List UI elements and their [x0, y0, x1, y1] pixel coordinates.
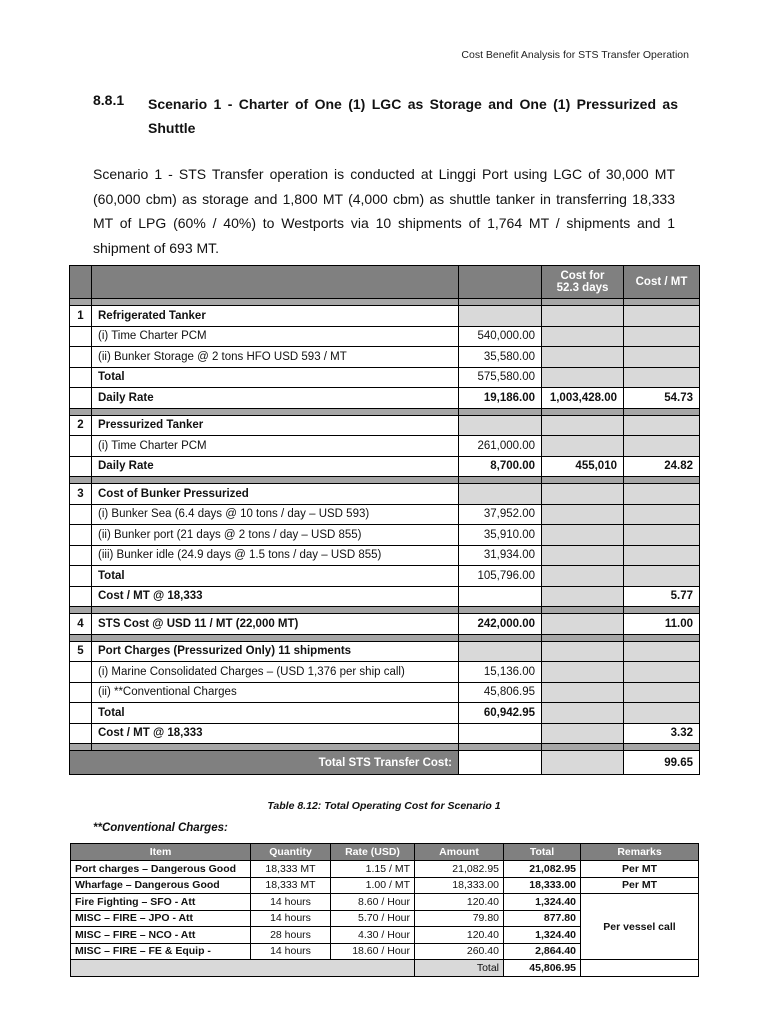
header-remarks: Remarks — [581, 844, 699, 861]
row-number: 2 — [70, 415, 92, 436]
row-cost-days: 455,010 — [542, 456, 624, 477]
header-rate: Rate (USD) — [331, 844, 415, 861]
row-amount: 19,186.00 — [459, 388, 542, 409]
row-label: (i) Time Charter PCM — [92, 436, 459, 457]
row-label: Daily Rate — [92, 456, 459, 477]
row-amount: 242,000.00 — [459, 614, 542, 635]
table-row — [70, 326, 700, 347]
cell-remarks: Per vessel call — [581, 894, 699, 960]
row-cost-mt: 54.73 — [624, 388, 700, 409]
cell-amount: 79.80 — [415, 910, 504, 927]
table-row — [70, 614, 700, 635]
row-number: 1 — [70, 306, 92, 327]
cell-amount: 120.40 — [415, 894, 504, 911]
row-amount: 60,942.95 — [459, 703, 542, 724]
row-cost-mt: 11.00 — [624, 614, 700, 635]
header-cell — [92, 266, 459, 299]
header-quantity: Quantity — [251, 844, 331, 861]
table-row — [70, 525, 700, 546]
row-label: Total — [92, 566, 459, 587]
conventional-charges-heading: **Conventional Charges: — [93, 822, 228, 834]
section-number: 8.8.1 — [93, 92, 125, 108]
row-number: 3 — [70, 484, 92, 505]
row-amount: 37,952.00 — [459, 504, 542, 525]
cell-quantity: 14 hours — [251, 910, 331, 927]
cell-amount: 21,082.95 — [415, 861, 504, 878]
table-row — [70, 545, 700, 566]
table-row — [70, 456, 700, 477]
row-label: Total — [92, 367, 459, 388]
cell-item: MISC – FIRE – JPO - Att — [71, 910, 251, 927]
row-label: Pressurized Tanker — [92, 415, 459, 436]
cell-quantity: 14 hours — [251, 943, 331, 960]
section-title: Scenario 1 - Charter of One (1) LGC as Storage and One (1) Pressurized as Shuttle — [148, 96, 678, 136]
row-amount: 540,000.00 — [459, 326, 542, 347]
table-row — [70, 367, 700, 388]
row-label: Total — [92, 703, 459, 724]
cell-total: 1,324.40 — [504, 927, 581, 944]
table-row — [70, 723, 700, 744]
row-amount: 31,934.00 — [459, 545, 542, 566]
cell-quantity: 18,333 MT — [251, 861, 331, 878]
cell-quantity: 18,333 MT — [251, 877, 331, 894]
cell-item: MISC – FIRE – FE & Equip - — [71, 943, 251, 960]
row-label: (ii) Bunker Storage @ 2 tons HFO USD 593 / MT — [92, 347, 459, 368]
cell-total: 1,324.40 — [504, 894, 581, 911]
row-label: (iii) Bunker idle (24.9 days @ 1.5 tons / day – USD 855) — [92, 545, 459, 566]
row-cost-days: 1,003,428.00 — [542, 388, 624, 409]
header-item: Item — [71, 844, 251, 861]
cell-amount: 18,333.00 — [415, 877, 504, 894]
cell-rate: 1.15 / MT — [331, 861, 415, 878]
row-number: 5 — [70, 641, 92, 662]
row-amount: 575,580.00 — [459, 367, 542, 388]
header-amount: Amount — [415, 844, 504, 861]
row-amount: 35,910.00 — [459, 525, 542, 546]
header-cost-mt: Cost / MT — [624, 266, 700, 299]
row-label: (i) Marine Consolidated Charges – (USD 1,376 per ship call) — [92, 662, 459, 683]
table-row — [71, 877, 699, 894]
cell-rate: 5.70 / Hour — [331, 910, 415, 927]
cell-remarks: Per MT — [581, 877, 699, 894]
table-row — [71, 861, 699, 878]
total-value: 45,806.95 — [504, 960, 581, 977]
row-label: STS Cost @ USD 11 / MT (22,000 MT) — [92, 614, 459, 635]
total-label: Total STS Transfer Cost: — [70, 751, 459, 775]
cell-item: Port charges – Dangerous Good — [71, 861, 251, 878]
cell-rate: 8.60 / Hour — [331, 894, 415, 911]
operating-cost-table — [69, 265, 700, 775]
cell-remarks: Per MT — [581, 861, 699, 878]
cell-total: 18,333.00 — [504, 877, 581, 894]
row-label: (i) Bunker Sea (6.4 days @ 10 tons / day – USD 593) — [92, 504, 459, 525]
row-amount: 8,700.00 — [459, 456, 542, 477]
cell-total: 2,864.40 — [504, 943, 581, 960]
table-row — [70, 388, 700, 409]
cell-rate: 18.60 / Hour — [331, 943, 415, 960]
cell-quantity: 14 hours — [251, 894, 331, 911]
header-total: Total — [504, 844, 581, 861]
row-label: Cost of Bunker Pressurized — [92, 484, 459, 505]
row-label: (i) Time Charter PCM — [92, 326, 459, 347]
row-cost-mt: 5.77 — [624, 586, 700, 607]
cell-amount: 260.40 — [415, 943, 504, 960]
table-row — [70, 415, 700, 436]
row-amount: 105,796.00 — [459, 566, 542, 587]
table-row — [70, 662, 700, 683]
cell-total: 877.80 — [504, 910, 581, 927]
row-label: Refrigerated Tanker — [92, 306, 459, 327]
cell-item: Wharfage – Dangerous Good — [71, 877, 251, 894]
table-row — [70, 484, 700, 505]
table-row — [70, 436, 700, 457]
total-label: Total — [415, 960, 504, 977]
cell-rate: 4.30 / Hour — [331, 927, 415, 944]
table-row — [70, 703, 700, 724]
cell-quantity: 28 hours — [251, 927, 331, 944]
row-label: Port Charges (Pressurized Only) 11 shipments — [92, 641, 459, 662]
cell-rate: 1.00 / MT — [331, 877, 415, 894]
cell-total: 21,082.95 — [504, 861, 581, 878]
intro-paragraph: Scenario 1 - STS Transfer operation is conducted at Linggi Port using LGC of 30,000 MT (60,000 cbm) as storage and 1,800 MT (4,000 cbm) as shuttle tanker in transferring 18,333 MT of LPG (60% / 40%) to Westports via 10 shipments of 1,764 MT / shipments and 1 shipment of 693 MT. — [93, 166, 675, 256]
row-label: Cost / MT @ 18,333 — [92, 723, 459, 744]
table-row — [70, 504, 700, 525]
table-row — [70, 566, 700, 587]
row-amount: 35,580.00 — [459, 347, 542, 368]
table-row — [70, 347, 700, 368]
table-row — [70, 586, 700, 607]
row-number: 4 — [70, 614, 92, 635]
page-header: Cost Benefit Analysis for STS Transfer Operation — [461, 49, 689, 61]
row-label: (ii) **Conventional Charges — [92, 682, 459, 703]
row-amount: 45,806.95 — [459, 682, 542, 703]
cell-item: Fire Fighting – SFO - Att — [71, 894, 251, 911]
conventional-charges-table — [70, 843, 699, 977]
row-label: Cost / MT @ 18,333 — [92, 586, 459, 607]
row-amount: 261,000.00 — [459, 436, 542, 457]
total-row — [71, 960, 699, 977]
cell-item: MISC – FIRE – NCO - Att — [71, 927, 251, 944]
table-row — [70, 641, 700, 662]
header-cost-days: Cost for 52.3 days — [542, 266, 624, 299]
table-header-row — [70, 266, 700, 299]
row-amount: 15,136.00 — [459, 662, 542, 683]
row-label: Daily Rate — [92, 388, 459, 409]
total-cost-mt: 99.65 — [624, 751, 700, 775]
table-row — [70, 306, 700, 327]
header-cell — [70, 266, 92, 299]
table-header-row — [71, 844, 699, 861]
header-cell — [459, 266, 542, 299]
table-row — [71, 894, 699, 911]
table-row — [70, 682, 700, 703]
row-label: (ii) Bunker port (21 days @ 2 tons / day – USD 855) — [92, 525, 459, 546]
row-cost-mt: 24.82 — [624, 456, 700, 477]
row-cost-mt: 3.32 — [624, 723, 700, 744]
total-row — [70, 751, 700, 775]
cell-amount: 120.40 — [415, 927, 504, 944]
table-caption: Table 8.12: Total Operating Cost for Scenario 1 — [267, 800, 501, 812]
